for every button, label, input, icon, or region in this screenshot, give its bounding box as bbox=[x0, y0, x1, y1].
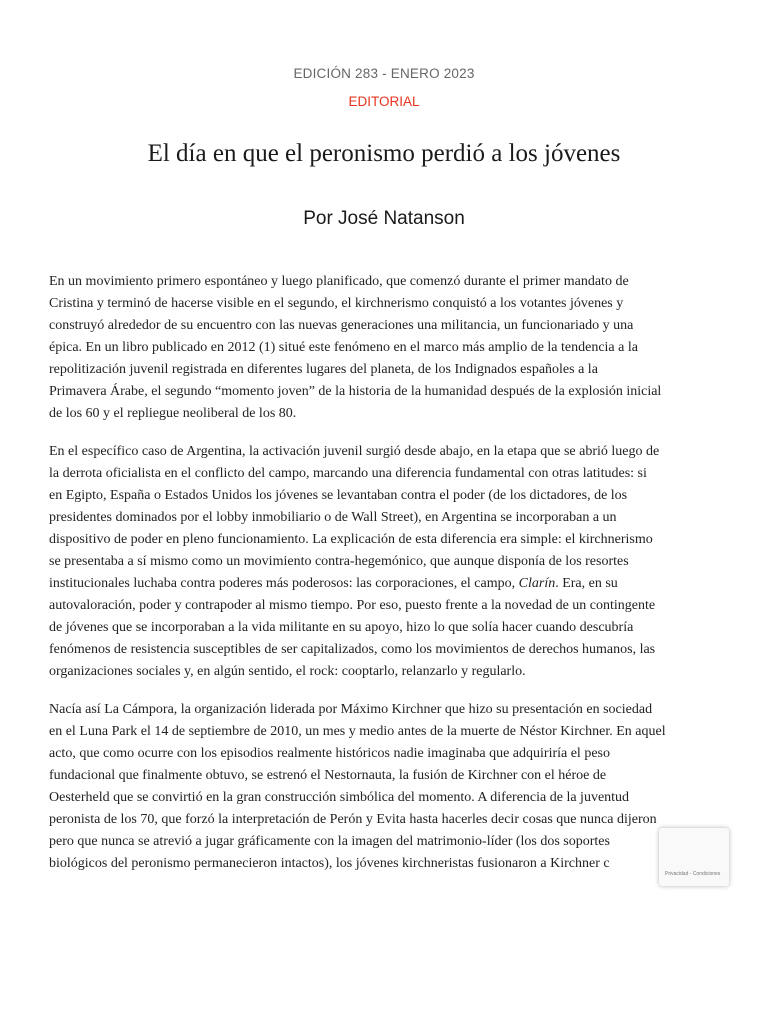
paragraph-line: en el Luna Park el 14 de septiembre de 2010, un mes y medio antes de la muerte de Néstor Kirchner. En aquel bbox=[49, 724, 666, 739]
paragraph-line: fundacional que finalmente obtuvo, se estrenó el Nestornauta, la fusión de Kirchner con el héroe de bbox=[49, 768, 607, 783]
paragraph-2 bbox=[49, 441, 729, 683]
paragraph-line: la derrota oficialista en el conflicto del campo, marcando una diferencia fundamental con otras latitudes: si bbox=[49, 466, 647, 481]
paragraph-line-text: institucionales luchaba contra poderes más poderosos: las corporaciones, el campo, bbox=[49, 576, 516, 591]
paragraph-line: organizaciones sociales y, en algún sentido, el rock: cooptarlo, relanzarlo y regularlo. bbox=[49, 664, 526, 679]
paragraph-line: dispositivo de poder en pleno funcionamiento. La explicación de esta diferencia era simple: el kirchnerismo bbox=[49, 532, 653, 547]
newspaper-name: Clarín bbox=[518, 576, 556, 591]
article-author: Por José Natanson bbox=[303, 208, 465, 229]
paragraph-line: pero que nunca se atrevió a jugar gráficamente con la imagen del matrimonio-líder (los dos soportes bbox=[49, 834, 610, 849]
paragraph-line: en Egipto, España o Estados Unidos los jóvenes se levantaban contra el poder (de los dictadores, de los bbox=[49, 488, 628, 503]
paragraph-line: Nacía así La Cámpora, la organización liderada por Máximo Kirchner que hizo su presentación en sociedad bbox=[49, 702, 653, 717]
paragraph-line: de jóvenes que se incorporaban a la vida militante en su apoyo, hizo lo que solía hacer cuando descubría bbox=[49, 620, 634, 635]
recaptcha-links[interactable]: Privacidad - Condiciones bbox=[665, 871, 721, 877]
paragraph-line: acto, que como ocurre con los episodios realmente históricos nadie imaginaba que adquiriría el peso bbox=[49, 746, 610, 761]
section-label[interactable]: EDITORIAL bbox=[348, 94, 420, 109]
recaptcha-badge[interactable] bbox=[659, 828, 729, 886]
paragraph-line bbox=[49, 573, 729, 595]
paragraph-line: autovaloración, poder y contrapoder al mismo tiempo. Por eso, puesto frente a la novedad de un contingente bbox=[49, 598, 656, 613]
paragraph-line: En un movimiento primero espontáneo y luego planificado, que comenzó durante el primer mandato de bbox=[49, 274, 629, 289]
paragraph-line: Primavera Árabe, el segundo “momento joven” de la historia de la humanidad después de la explosión inicial bbox=[49, 384, 662, 399]
paragraph-line: se presentaba a sí mismo como un movimiento contra-hegemónico, que aunque disponía de los resortes bbox=[49, 554, 629, 569]
paragraph-line: repolitización juvenil registrada en diferentes lugares del planeta, de los Indignados españoles a la bbox=[49, 362, 598, 377]
paragraph-line: biológicos del peronismo permanecieron intactos), los jóvenes kirchneristas fusionaron a Kirchner c bbox=[49, 856, 610, 871]
paragraph-line-text: . Era, en su bbox=[555, 576, 618, 591]
paragraph-1 bbox=[49, 271, 729, 425]
paragraph-3 bbox=[49, 699, 729, 875]
article-title: El día en que el peronismo perdió a los jóvenes bbox=[147, 140, 621, 167]
paragraph-line: En el específico caso de Argentina, la activación juvenil surgió desde abajo, en la etapa que se abrió luego de bbox=[49, 444, 660, 459]
paragraph-line: peronista de los 70, que forzó la interpretación de Perón y Evita hasta hacerles decir cosas que nunca dijeron bbox=[49, 812, 657, 827]
paragraph-line: presidentes dominados por el lobby inmobiliario o de Wall Street), en Argentina se incorporaban a un bbox=[49, 510, 617, 525]
paragraph-line: de los 60 y el repliegue neoliberal de los 80. bbox=[49, 406, 297, 421]
paragraph-line: construyó alrededor de su encuentro con las nuevas generaciones una militancia, un funcionariado y una bbox=[49, 318, 634, 333]
paragraph-line: fenómenos de resistencia susceptibles de ser capitalizados, como los movimientos de derechos humanos, las bbox=[49, 642, 656, 657]
paragraph-line: épica. En un libro publicado en 2012 (1) situé este fenómeno en el marco más amplio de la tendencia a la bbox=[49, 340, 638, 355]
paragraph-line: Cristina y terminó de hacerse visible en el segundo, el kirchnerismo conquistó a los votantes jóvenes y bbox=[49, 296, 624, 311]
paragraph-line: Oesterheld que se convirtió en la gran construcción simbólica del momento. A diferencia de la juventud bbox=[49, 790, 630, 805]
edition-label: EDICIÓN 283 - ENERO 2023 bbox=[293, 66, 475, 81]
article-body bbox=[49, 271, 729, 891]
